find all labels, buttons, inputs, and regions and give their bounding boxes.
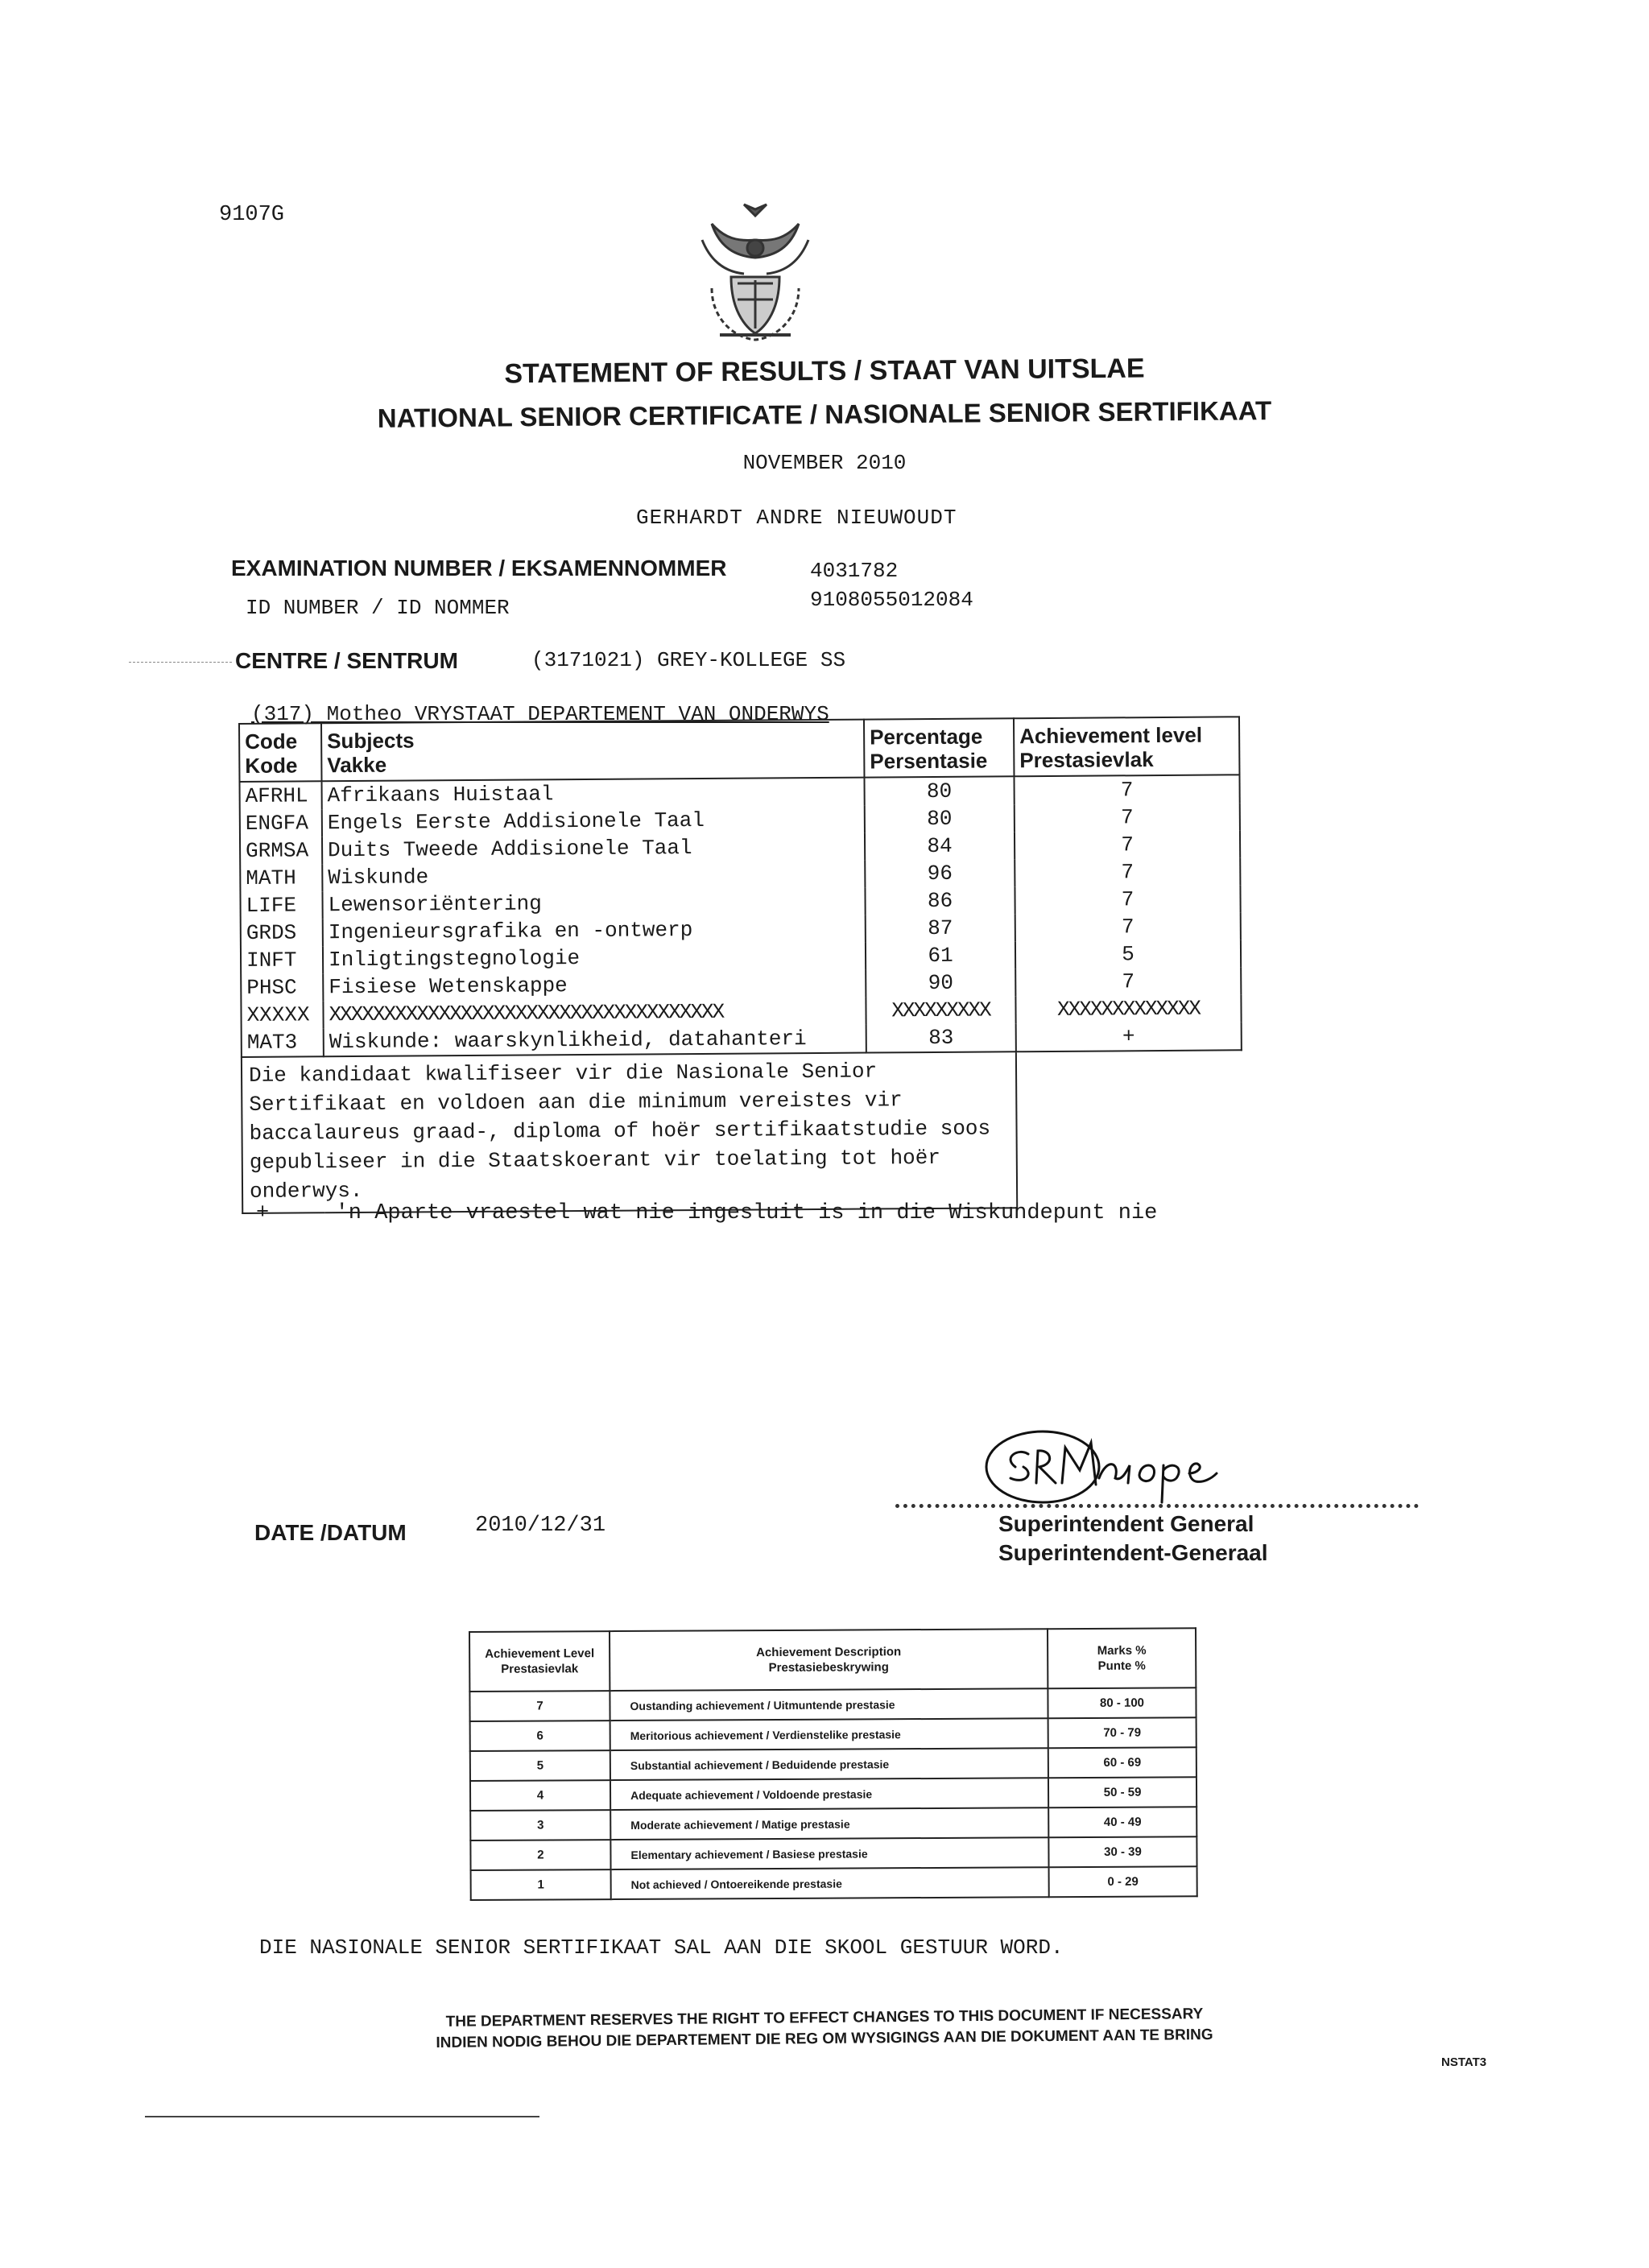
subject-percentage: 87 xyxy=(866,914,1015,942)
empty-cell xyxy=(1016,1050,1242,1208)
subject-name: Ingenieursgrafika en -ontwerp xyxy=(323,915,866,947)
centre-value: (3171021) GREY-KOLLEGE SS xyxy=(531,648,846,672)
subject-name: Duits Tweede Addisionele Taal xyxy=(322,833,865,865)
level-value: 2 xyxy=(470,1840,610,1870)
divider xyxy=(145,2116,539,2117)
disclaimer-en: THE DEPARTMENT RESERVES THE RIGHT TO EFFECT CHANGES TO THIS DOCUMENT IF NECESSARY xyxy=(445,2006,1204,2030)
subject-code: AFRHL xyxy=(240,781,322,810)
level-marks: 60 - 69 xyxy=(1048,1747,1196,1778)
levels-header-level: Achievement Level Prestasievlak xyxy=(469,1631,610,1692)
level-marks: 50 - 59 xyxy=(1048,1777,1196,1807)
subject-code: PHSC xyxy=(241,973,323,1002)
signatory-title-en: Superintendent General xyxy=(998,1511,1254,1536)
level-description: Not achieved / Ontoereikende prestasie xyxy=(611,1867,1049,1899)
coat-of-arms-icon xyxy=(696,200,815,343)
qualification-statement-row xyxy=(242,1050,1242,1213)
level-value: 6 xyxy=(470,1721,610,1751)
table-row xyxy=(470,1747,1196,1781)
table-row xyxy=(470,1836,1196,1870)
subject-level: 7 xyxy=(1015,803,1240,832)
footnote xyxy=(256,1201,1157,1225)
exam-number-value: 4031782 xyxy=(810,559,899,583)
disclaimer-af: INDIEN NODIG BEHOU DIE DEPARTEMENT DIE REG OM WYSIGINGS AAN DIE DOKUMENT AAN TE BRING xyxy=(436,2026,1213,2052)
candidate-name: GERHARDT ANDRE NIEUWOUDT xyxy=(636,506,957,530)
footnote-symbol: + xyxy=(256,1201,270,1225)
subject-level: 7 xyxy=(1015,857,1240,886)
achievement-levels-table xyxy=(469,1627,1198,1901)
signature xyxy=(978,1425,1252,1514)
subject-name: Inligtingstegnologie xyxy=(323,943,866,974)
date-value: 2010/12/31 xyxy=(475,1514,606,1538)
header-subject: Subjects Vakke xyxy=(321,720,864,782)
centre-label: CENTRE / SENTRUM xyxy=(235,648,458,673)
subject-percentage: 90 xyxy=(866,969,1015,997)
subject-percentage: XXXXXXXXX xyxy=(866,996,1015,1024)
subject-name: Wiskunde xyxy=(322,861,865,892)
level-value: 4 xyxy=(470,1780,610,1811)
subject-percentage: 80 xyxy=(864,776,1014,805)
subject-percentage: 86 xyxy=(865,886,1015,915)
level-marks: 80 - 100 xyxy=(1048,1688,1196,1718)
header-code: Code Kode xyxy=(239,723,322,782)
date-label: DATE /DATUM xyxy=(254,1520,407,1545)
subject-name: XXXXXXXXXXXXXXXXXXXXXXXXXXXXXXXXXXXX xyxy=(323,998,866,1029)
subject-percentage: 96 xyxy=(865,859,1015,887)
subject-percentage: 83 xyxy=(866,1023,1016,1052)
form-code: NSTAT3 xyxy=(1441,2055,1487,2069)
subject-name: Wiskunde: waarskynlikheid, datahanteri xyxy=(324,1025,866,1057)
table-row xyxy=(469,1688,1196,1721)
levels-header-description: Achievement Description Prestasiebeskrywing xyxy=(610,1629,1048,1691)
table-row xyxy=(470,1807,1196,1840)
subject-code: INFT xyxy=(241,946,323,974)
subject-code: MAT3 xyxy=(242,1028,324,1057)
level-marks: 30 - 39 xyxy=(1048,1836,1196,1867)
table-row xyxy=(470,1777,1196,1811)
document-code: 9107G xyxy=(219,203,285,227)
subject-code: GRDS xyxy=(241,919,323,947)
subject-code: LIFE xyxy=(240,891,322,919)
levels-header-marks: Marks % Punte % xyxy=(1048,1628,1196,1688)
subject-code: ENGFA xyxy=(240,809,322,837)
subject-level: 7 xyxy=(1015,912,1241,941)
subject-name: Fisiese Wetenskappe xyxy=(323,970,866,1002)
level-description: Moderate achievement / Matige prestasie xyxy=(610,1807,1048,1840)
district-line: (317) Motheo VRYSTAAT DEPARTEMENT VAN ONDERWYS xyxy=(251,702,829,726)
subject-level: 5 xyxy=(1015,940,1241,969)
level-description: Oustanding achievement / Uitmuntende prestasie xyxy=(610,1688,1048,1721)
subject-level: 7 xyxy=(1015,885,1240,914)
subject-name: Engels Eerste Addisionele Taal xyxy=(322,806,865,837)
subject-code: XXXXX xyxy=(241,1001,323,1029)
level-value: 5 xyxy=(470,1750,610,1781)
divider xyxy=(129,662,232,663)
levels-header-row xyxy=(469,1628,1196,1692)
id-number-label: ID NUMBER / ID NOMMER xyxy=(246,596,510,620)
subject-code: GRMSA xyxy=(240,837,322,865)
qualification-statement: Die kandidaat kwalifiseer vir die Nasionale Senior Sertifikaat en voldoen aan die minimum vereistes vir baccalaureus graad-, diploma of hoër sertifikaatstudie soos gepubliseer in die Staatskoerant vir toelating tot hoër onderwys. xyxy=(242,1051,1017,1213)
level-description: Meritorious achievement / Verdienstelike prestasie xyxy=(610,1718,1048,1750)
signature-line xyxy=(895,1504,1419,1508)
table-row xyxy=(471,1866,1197,1900)
level-marks: 70 - 79 xyxy=(1048,1717,1196,1748)
subject-level: XXXXXXXXXXXXX xyxy=(1015,994,1241,1023)
subject-percentage: 80 xyxy=(865,804,1015,832)
subject-code: MATH xyxy=(240,864,322,892)
level-value: 7 xyxy=(469,1691,610,1721)
level-value: 1 xyxy=(471,1869,611,1900)
results-table xyxy=(238,716,1243,1214)
subject-level: + xyxy=(1016,1022,1242,1051)
exam-number-label: EXAMINATION NUMBER / EKSAMENNOMMER xyxy=(231,556,727,580)
header-level: Achievement level Prestasievlak xyxy=(1014,717,1239,776)
id-number-value: 9108055012084 xyxy=(810,588,973,612)
level-description: Substantial achievement / Beduidende prestasie xyxy=(610,1748,1048,1780)
document-subtitle: NATIONAL SENIOR CERTIFICATE / NASIONALE SENIOR SERTIFIKAAT xyxy=(377,395,1272,433)
school-notice: DIE NASIONALE SENIOR SERTIFIKAAT SAL AAN DIE SKOOL GESTUUR WORD. xyxy=(259,1935,1064,1960)
results-header-row xyxy=(239,717,1239,782)
subject-name: Afrikaans Huistaal xyxy=(322,778,865,810)
exam-month: NOVEMBER 2010 xyxy=(742,451,907,475)
header-percentage: Percentage Persentasie xyxy=(864,718,1014,777)
subject-level: 7 xyxy=(1015,830,1240,859)
level-description: Adequate achievement / Voldoende prestasie xyxy=(610,1778,1048,1810)
document-title: STATEMENT OF RESULTS / STAAT VAN UITSLAE xyxy=(504,353,1145,390)
subject-level: 7 xyxy=(1015,967,1241,996)
level-marks: 0 - 29 xyxy=(1049,1866,1197,1897)
signatory-title-af: Superintendent-Generaal xyxy=(998,1540,1268,1565)
subject-level: 7 xyxy=(1014,775,1239,804)
level-description: Elementary achievement / Basiese prestasie xyxy=(610,1837,1048,1869)
subject-name: Lewensoriëntering xyxy=(322,888,865,919)
level-value: 3 xyxy=(470,1810,610,1840)
footnote-text: 'n Aparte vraestel wat nie ingesluit is in die Wiskundepunt nie xyxy=(335,1201,1158,1225)
subject-percentage: 61 xyxy=(866,941,1015,969)
subject-percentage: 84 xyxy=(865,832,1015,860)
level-marks: 40 - 49 xyxy=(1048,1807,1196,1837)
table-row xyxy=(470,1717,1196,1751)
